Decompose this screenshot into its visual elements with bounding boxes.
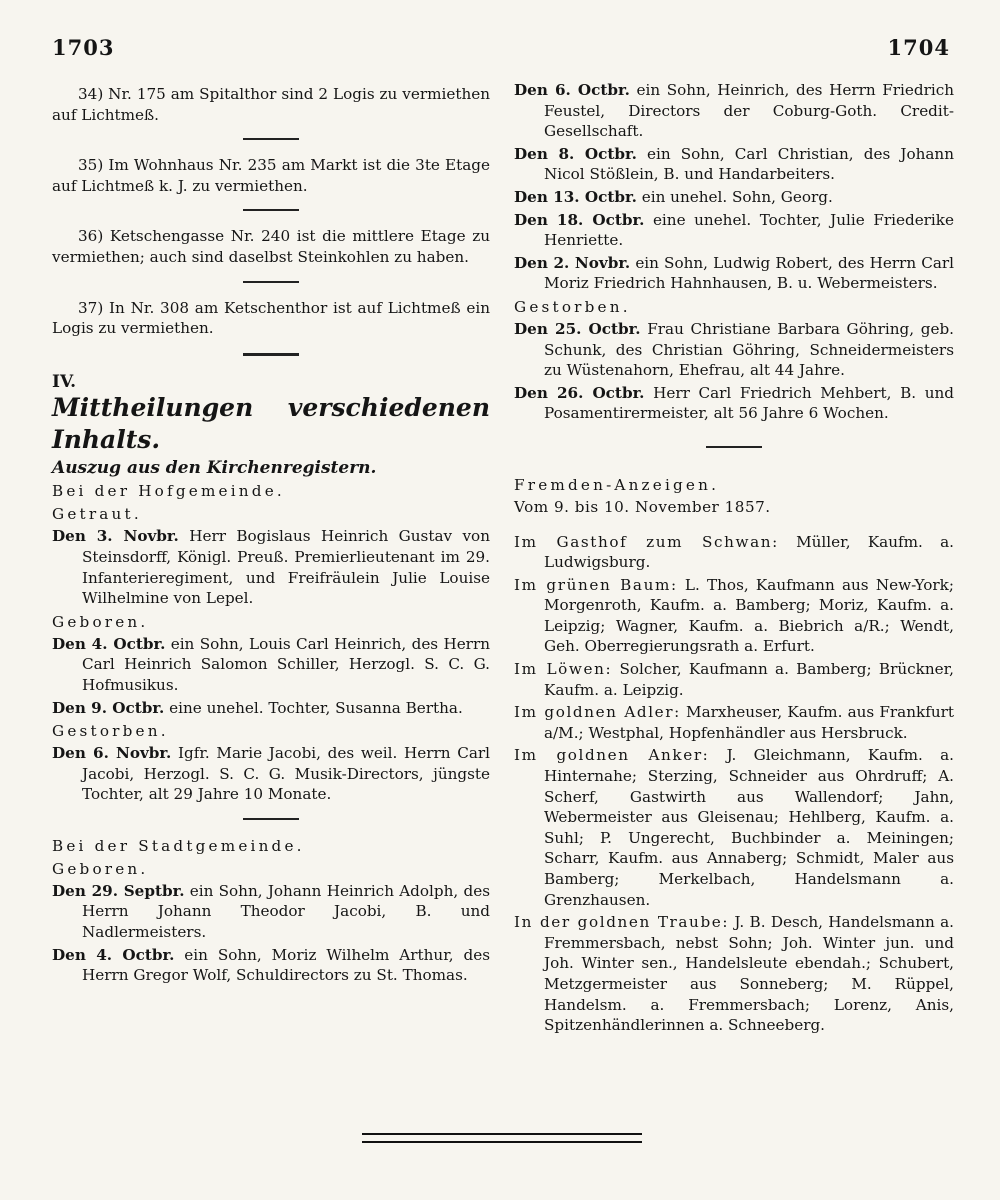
classified-ad [52,84,490,125]
register-entry: Den 4. Octbr. ein Sohn, Moriz Wilhelm Arthur, des Herrn Gregor Wolf, Schuldirectors zu St. Thomas. [52,945,490,985]
heading-getraut: Getraut. [52,505,142,524]
guest-entry: Im Gasthof zum Schwan: Müller, Kaufm. a. Ludwigsburg. [514,532,954,572]
register-entry: Den 29. Septbr. ein Sohn, Johann Heinrich Adolph, des Herrn Johann Theodor Jacobi, B. und Nadlermeisters. [52,881,490,942]
register-entry: Den 8. Octbr. ein Sohn, Carl Christian, des Johann Nicol Stößlein, B. und Handarbeiters. [514,144,954,184]
ad-text: 35) Im Wohnhaus Nr. 235 am Markt ist die 3te Etage auf Lichtmeß k. J. zu vermiethen. [52,156,490,195]
fremden-date: Vom 9. bis 10. November 1857. [514,497,771,516]
divider [243,138,299,140]
heading-gestorben: Gestorben. [52,722,169,741]
page-number-right: 1704 [887,35,950,60]
register-entry: Den 6. Novbr. Igfr. Marie Jacobi, des weil. Herrn Carl Jacobi, Herzogl. S. C. G. Musik-Directors, jüngste Tochter, alt 29 Jahre 10 Monate. [52,744,490,804]
section-divider [243,353,299,356]
register-entry: Den 25. Octbr. Frau Christiane Barbara Göhring, geb. Schunk, des Christian Göhring, Schneidermeisters zu Wüstenahorn, Ehefrau, alt 44 Jahre. [514,319,954,380]
heading-geboren: Geboren. [52,612,149,631]
guest-entry: Im goldnen Adler: Marxheuser, Kaufm. aus Frankfurt a/M.; Westphal, Hopfenhändler aus Hersbruck. [514,703,954,742]
section-title: Mittheilungen verschiedenen Inhalts. [52,393,490,455]
classified-ad [52,298,490,339]
parish-heading-stadt: Bei der Stadtgemeinde. [52,836,305,855]
end-double-rule [362,1133,642,1143]
classified-ad [52,226,490,267]
divider [243,209,299,211]
heading-gestorben-stadt: Gestorben. [514,297,631,316]
classified-ad [52,155,490,196]
parish-heading-hof: Bei der Hofgemeinde. [52,482,285,501]
register-entry: Den 18. Octbr. eine unehel. Tochter, Julie Friederike Henriette. [514,210,954,250]
guest-entry: Im Löwen: Solcher, Kaufmann a. Bamberg; Brückner, Kaufm. a. Leipzig. [514,660,955,699]
divider [243,818,299,820]
register-entry: Den 3. Novbr. Herr Bogislaus Heinrich Gustav von Steinsdorff, Königl. Preuß. Premierlieutenant im 29. Infanterieregiment, und Freifräulein Julie Louise Wilhelmine von Lepel. [52,527,490,608]
divider [706,446,762,448]
register-entry: Den 26. Octbr. Herr Carl Friedrich Mehbert, B. und Posamentirermeister, alt 56 Jahre 6 Wochen. [514,383,954,423]
right-column [514,80,954,1038]
heading-geboren-stadt: Geboren. [52,859,149,878]
register-entry: Den 2. Novbr. ein Sohn, Ludwig Robert, des Herrn Carl Moriz Friedrich Hahnhausen, B. u. Webermeisters. [514,253,955,293]
fremden-heading: Fremden-Anzeigen. [514,475,720,494]
divider [243,281,299,283]
section-subtitle: Auszug aus den Kirchenregistern. [52,458,377,479]
section-number: IV. [52,371,77,392]
register-entry: Den 6. Octbr. ein Sohn, Heinrich, des Herrn Friedrich Feustel, Directors der Coburg-Goth. Credit-Gesellschaft. [514,81,954,141]
ad-text: 34) Nr. 175 am Spitalthor sind 2 Logis zu vermiethen auf Lichtmeß. [52,85,490,124]
register-entry: Den 13. Octbr. ein unehel. Sohn, Georg. [514,187,833,206]
register-entry: Den 4. Octbr. ein Sohn, Louis Carl Heinrich, des Herrn Carl Heinrich Salomon Schiller, Herzogl. S. C. G. Hofmusikus. [52,634,490,694]
ad-text: 36) Ketschengasse Nr. 240 ist die mittlere Etage zu vermiethen; auch sind daselbst Steinkohlen zu haben. [52,227,490,266]
left-column [52,80,490,988]
guest-entry: In der goldnen Traube: J. B. Desch, Handelsmann a. Fremmersbach, nebst Sohn; Joh. Winter jun. und Joh. Winter sen., Handelsleute ebendah.; Schubert, Metzgermeister aus Sonneberg; M. Rüppel, Handelsm. a. Fremmersbach; Lorenz, Anis, Spitzenhändlerinnen a. Schneeberg. [514,913,955,1035]
guest-entry: Im grünen Baum: L. Thos, Kaufmann aus New-York; Morgenroth, Kaufm. a. Bamberg; Moriz, Kaufm. a. Leipzig; Wagner, Kaufm. a. Biebrich a/R.; Wendt, Geh. Oberregierungsrath a. Erfurt. [514,575,954,656]
guest-entry: Im goldnen Anker: J. Gleichmann, Kaufm. a. Hinternahe; Sterzing, Schneider aus Ohrdruff; A. Scherf, Gastwirth aus Wallendorf; Jahn, Webermeister aus Gleisenau; Hehlberg, Kaufm. a. Suhl; P. Ungerecht, Buchbinder a. Meiningen; Scharr, Kaufm. aus Annaberg; Schmidt, Maler aus Bamberg; Merkelbach, Handelsmann a. Grenzhausen. [514,746,954,909]
ad-text: 37) In Nr. 308 am Ketschenthor ist auf Lichtmeß ein Logis zu vermiethen. [52,298,490,338]
register-entry: Den 9. Octbr. eine unehel. Tochter, Susanna Bertha. [52,698,463,717]
page-number-left: 1703 [52,35,115,60]
